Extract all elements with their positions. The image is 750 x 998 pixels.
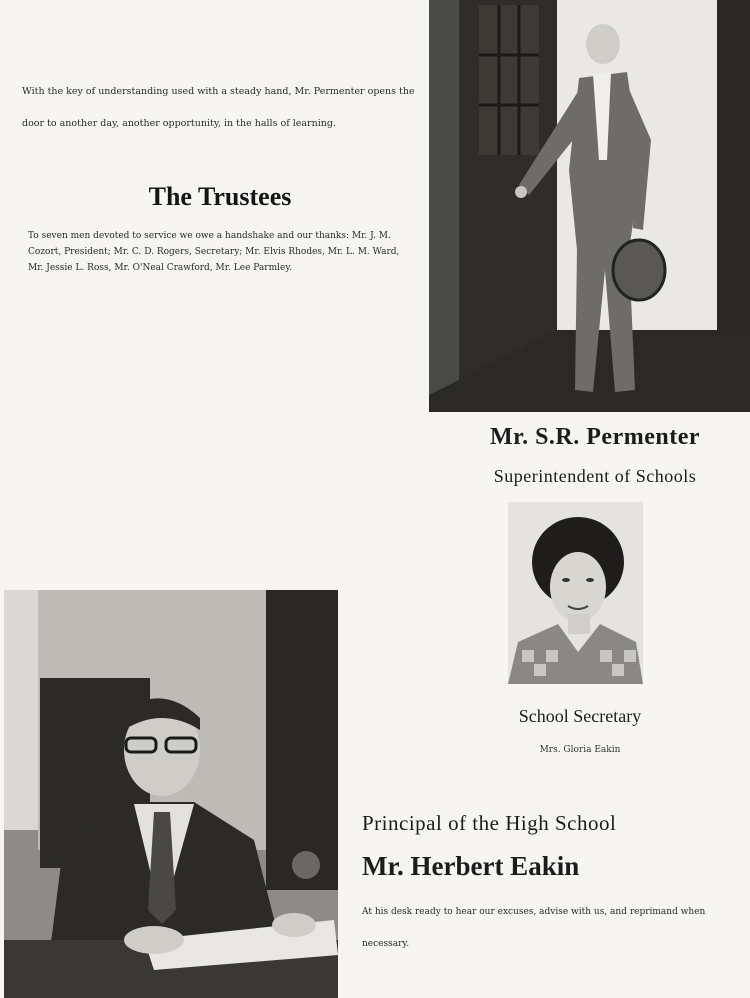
superintendent-photo xyxy=(429,0,750,412)
secretary-name: Mrs. Gloria Eakin xyxy=(539,745,621,755)
superintendent-name: Mr. S.R. Permenter xyxy=(489,424,701,450)
intro-caption: With the key of understanding used with a steady hand, Mr. Permenter opens the door to another day, another opportunity, in the halls of learning. xyxy=(22,86,415,129)
principal-description: At his desk ready to hear our excuses, advise with us, and reprimand when necessary. xyxy=(362,907,706,949)
principal-name: Mr. Herbert Eakin xyxy=(362,851,580,881)
secretary-photo xyxy=(508,502,643,684)
principal-title: Principal of the High School xyxy=(362,811,617,835)
principal-photo xyxy=(4,590,338,998)
superintendent-title: Superintendent of Schools xyxy=(493,466,697,486)
trustees-text: To seven men devoted to service we owe a handshake and our thanks: Mr. J. M. Cozort, President; Mr. C. D. Rogers, Secretary; Mr. Elvis Rhodes, Mr. L. M. Ward, Mr. Jessie L. Ross, Mr. O'Neal Crawford, Mr. Lee Parmley. xyxy=(28,231,400,273)
trustees-heading: The Trustees xyxy=(148,182,292,211)
secretary-title: School Secretary xyxy=(518,706,642,726)
